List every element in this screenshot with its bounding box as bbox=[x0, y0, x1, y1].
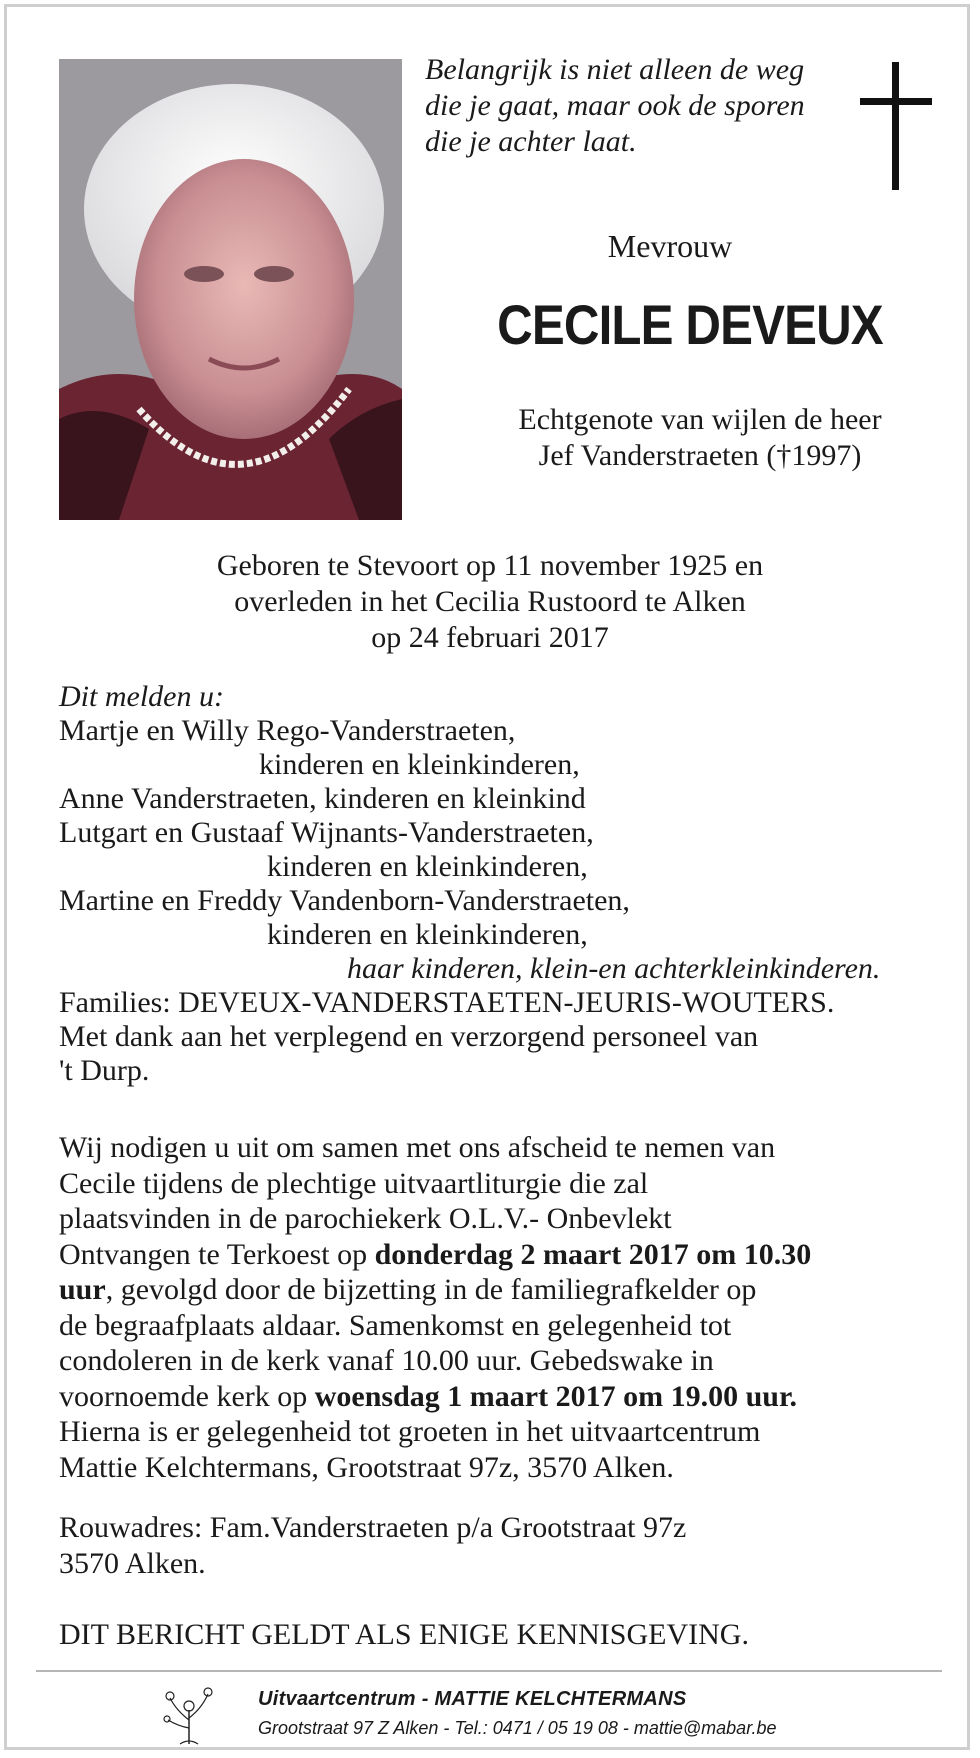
funeral-home-name: Uitvaartcentrum - MATTIE KELCHTERMANS bbox=[258, 1688, 687, 1710]
service-date: donderdag 2 maart 2017 om 10.30 bbox=[374, 1237, 812, 1271]
service-line bbox=[59, 1237, 949, 1273]
deceased-name: CECILE DEVEUX bbox=[497, 293, 883, 356]
service-line: Hierna is er gelegenheid tot groeten in het uitvaartcentrum bbox=[59, 1415, 761, 1448]
divider bbox=[36, 1670, 942, 1672]
service-text: voornoemde kerk op bbox=[59, 1379, 315, 1413]
mourner-line: Anne Vanderstraeten, kinderen en kleinkind bbox=[59, 782, 586, 815]
spouse-line: Echtgenote van wijlen de heer bbox=[518, 403, 882, 436]
service-line: plaatsvinden in de parochiekerk O.L.V.- Onbevlekt bbox=[59, 1202, 672, 1235]
service-text: Ontvangen te Terkoest op bbox=[59, 1237, 375, 1271]
service-line: Mattie Kelchtermans, Grootstraat 97z, 3570 Alken. bbox=[59, 1450, 674, 1484]
funeral-service-info bbox=[59, 1130, 949, 1485]
service-line: de begraafplaats aldaar. Samenkomst en gelegenheid tot bbox=[59, 1308, 732, 1342]
honorific: Mevrouw bbox=[607, 228, 733, 264]
families-line: Families: DEVEUX-VANDERSTAETEN-JEURIS-WOUTERS. bbox=[59, 986, 835, 1019]
memorial-quote bbox=[425, 52, 845, 160]
born-line: overleden in het Cecilia Rustoord te Alken bbox=[234, 585, 746, 618]
address-line: 3570 Alken. bbox=[59, 1547, 206, 1580]
service-line: condoleren in de kerk vanaf 10.00 uur. Gebedswake in bbox=[59, 1344, 714, 1377]
portrait-photo bbox=[59, 59, 402, 520]
service-line bbox=[59, 1379, 949, 1415]
funeral-home-footer bbox=[150, 1680, 870, 1750]
service-line bbox=[59, 1272, 949, 1308]
mourner-line: haar kinderen, klein-en achterkleinkinderen. bbox=[347, 952, 881, 985]
vigil-date: woensdag 1 maart 2017 om 19.00 uur. bbox=[314, 1379, 798, 1413]
mourner-line: Martine en Freddy Vandenborn-Vanderstraeten, bbox=[59, 884, 630, 917]
thanks-line: Met dank aan het verplegend en verzorgend personeel van bbox=[59, 1020, 759, 1053]
birth-death-info bbox=[60, 548, 920, 656]
mourners-intro: Dit melden u: bbox=[59, 680, 224, 713]
quote-line: die je achter laat. bbox=[425, 125, 637, 158]
mourner-line: kinderen en kleinkinderen, bbox=[267, 918, 588, 951]
flower-logo-icon bbox=[156, 1680, 222, 1746]
spouse-line: Jef Vanderstraeten (†1997) bbox=[538, 439, 862, 472]
mourner-line: kinderen en kleinkinderen, bbox=[267, 850, 588, 883]
born-line: Geboren te Stevoort op 11 november 1925 en bbox=[216, 549, 764, 582]
mourners-list bbox=[59, 680, 939, 1088]
official-notice: DIT BERICHT GELDT ALS ENIGE KENNISGEVING. bbox=[59, 1618, 749, 1651]
born-line: op 24 februari 2017 bbox=[371, 621, 609, 654]
service-date: uur bbox=[59, 1273, 106, 1306]
mourner-line: Martje en Willy Rego-Vanderstraeten, bbox=[59, 714, 516, 747]
quote-line: Belangrijk is niet alleen de weg bbox=[425, 53, 805, 86]
quote-line: die je gaat, maar ook de sporen bbox=[425, 89, 805, 122]
mourner-line: kinderen en kleinkinderen, bbox=[259, 748, 580, 781]
service-line: Wij nodigen u uit om samen met ons afscheid te nemen van bbox=[59, 1131, 776, 1164]
mourning-address bbox=[59, 1510, 939, 1582]
address-line: Rouwadres: Fam.Vanderstraeten p/a Grootstraat 97z bbox=[59, 1511, 687, 1544]
cross-icon bbox=[858, 62, 934, 190]
funeral-home-contact: Grootstraat 97 Z Alken - Tel.: 0471 / 05 19 08 - mattie@mabar.be bbox=[258, 1718, 777, 1738]
thanks-line: 't Durp. bbox=[59, 1054, 150, 1087]
service-text: , gevolgd door de bijzetting in de familiegrafkelder op bbox=[105, 1273, 757, 1306]
spouse-info bbox=[450, 402, 950, 474]
service-line: Cecile tijdens de plechtige uitvaartliturgie die zal bbox=[59, 1166, 649, 1200]
mourner-line: Lutgart en Gustaaf Wijnants-Vanderstraeten, bbox=[59, 816, 594, 849]
